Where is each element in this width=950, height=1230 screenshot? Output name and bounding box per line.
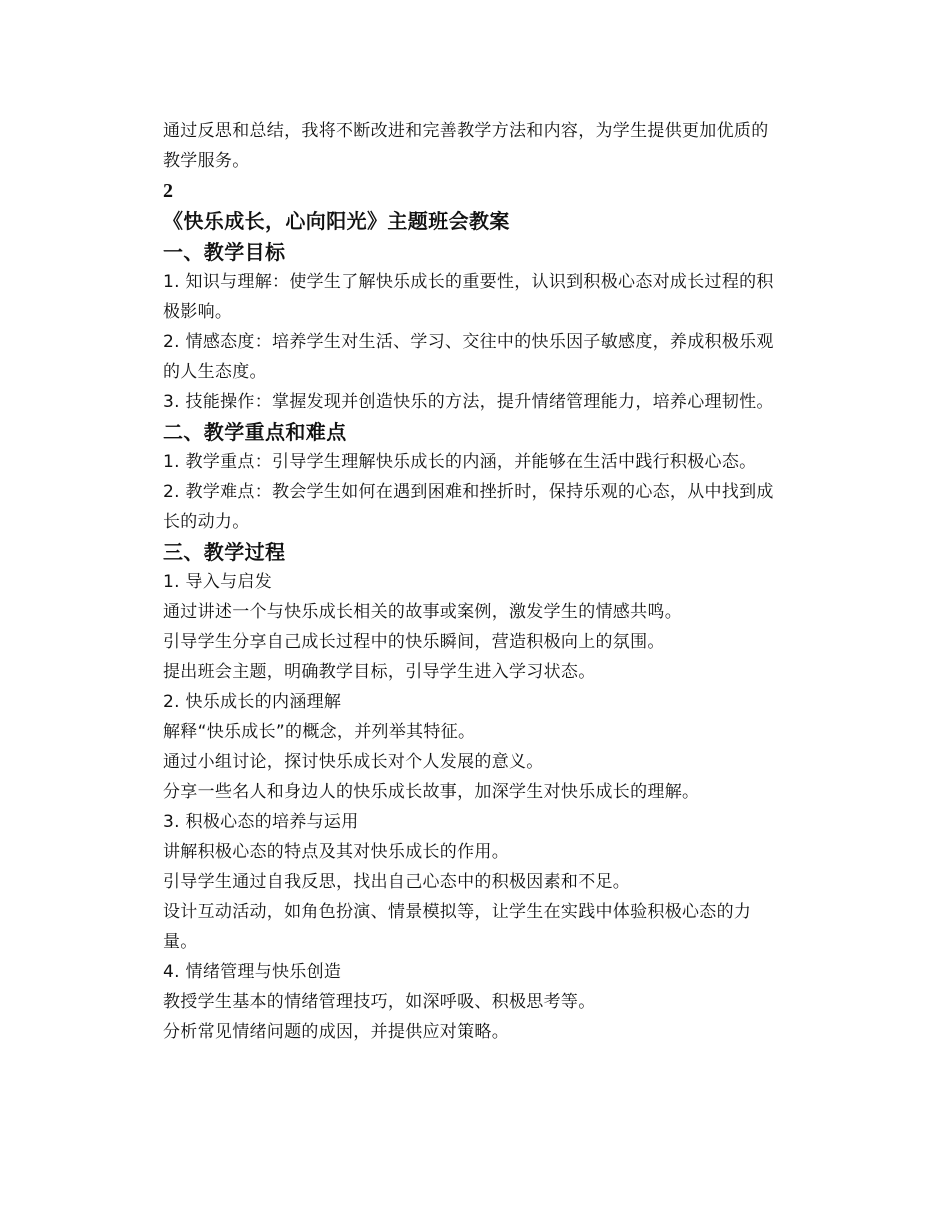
step-mindset-item: 讲解积极心态的特点及其对快乐成长的作用。: [163, 842, 509, 862]
heading-teaching-process: 三、教学过程: [163, 540, 286, 564]
step-mindset-item: 设计互动活动，如角色扮演、情景模拟等，让学生在实践中体验积极心态的力量。: [163, 902, 752, 952]
step-emotion-item: 教授学生基本的情绪管理技巧，如深呼吸、积极思考等。: [163, 992, 596, 1012]
goal-knowledge: 1. 知识与理解：使学生了解快乐成长的重要性，认识到积极心态对成长过程的积极影响。: [163, 272, 774, 322]
step-meaning-item: 解释“快乐成长”的概念，并列举其特征。: [163, 722, 476, 742]
intro-paragraph: 通过反思和总结，我将不断改进和完善教学方法和内容，为学生提供更加优质的教学服务。: [163, 121, 769, 171]
heading-teaching-goals: 一、教学目标: [163, 240, 286, 264]
step-mindset-item: 引导学生通过自我反思，找出自己心态中的积极因素和不足。: [163, 872, 631, 892]
step-intro-title: 1. 导入与启发: [163, 572, 273, 592]
key-point: 1. 教学重点：引导学生理解快乐成长的内涵，并能够在生活中践行积极心态。: [163, 452, 757, 472]
document-page: [163, 116, 785, 1047]
step-emotion-item: 分析常见情绪问题的成因，并提供应对策略。: [163, 1022, 509, 1042]
step-emotion-title: 4. 情绪管理与快乐创造: [163, 962, 342, 982]
difficult-point: 2. 教学难点：教会学生如何在遇到困难和挫折时，保持乐观的心态，从中找到成长的动力。: [163, 482, 774, 532]
section-number: 2: [163, 180, 173, 202]
step-mindset-title: 3. 积极心态的培养与运用: [163, 812, 359, 832]
step-intro-item: 引导学生分享自己成长过程中的快乐瞬间，营造积极向上的氛围。: [163, 632, 665, 652]
document-title: 《快乐成长，心向阳光》主题班会教案: [163, 209, 510, 233]
step-meaning-item: 通过小组讨论，探讨快乐成长对个人发展的意义。: [163, 752, 544, 772]
heading-key-points: 二、教学重点和难点: [163, 420, 347, 444]
step-meaning-item: 分享一些名人和身边人的快乐成长故事，加深学生对快乐成长的理解。: [163, 782, 700, 802]
goal-emotion: 2. 情感态度：培养学生对生活、学习、交往中的快乐因子敏感度，养成积极乐观的人生态度。: [163, 332, 774, 382]
step-intro-item: 通过讲述一个与快乐成长相关的故事或案例，激发学生的情感共鸣。: [163, 602, 682, 622]
step-intro-item: 提出班会主题，明确教学目标，引导学生进入学习状态。: [163, 662, 596, 682]
step-meaning-title: 2. 快乐成长的内涵理解: [163, 692, 342, 712]
goal-skill: 3. 技能操作：掌握发现并创造快乐的方法，提升情绪管理能力，培养心理韧性。: [163, 392, 774, 412]
